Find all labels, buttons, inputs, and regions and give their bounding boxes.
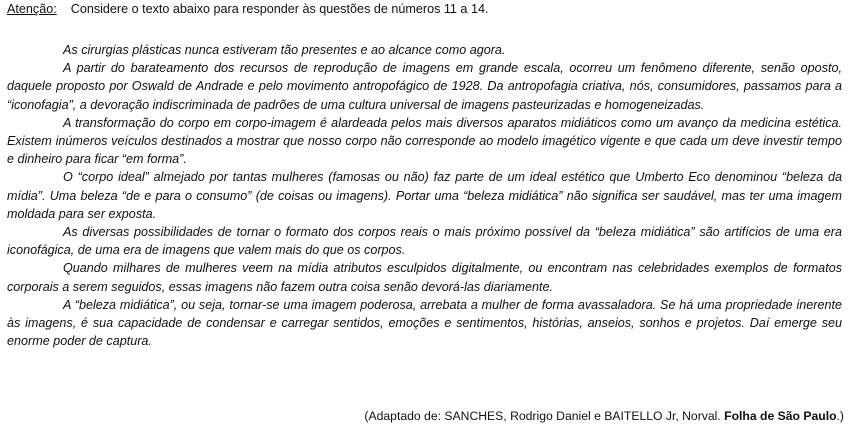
source-publication: Folha de São Paulo: [724, 409, 837, 423]
instruction-text: Considere o texto abaixo para responder às questões de números 11 a 14.: [70, 2, 489, 16]
source-prefix: (Adaptado de: SANCHES, Rodrigo Daniel e BAITELLO Jr, Norval.: [364, 409, 725, 423]
paragraph-2: A partir do barateamento dos recursos de reprodução de imagens em grande escala, ocorreu um fenômeno diferente, senão oposto, daquele proposto por Oswald de Andrade e pelo movimento antropofágico de 1928. Da antropofagia criativa, nós, consumidores, passamos para a “iconofagia”, a devoração indiscriminada de padrões de uma cultura universal de imagens pasteurizadas e homogeneizadas.: [7, 61, 842, 112]
source-suffix: .): [836, 409, 844, 423]
paragraph-7: A “beleza midiática”, ou seja, tornar-se uma imagem poderosa, arrebata a mulher de forma avassaladora. Se há uma propriedade inerente às imagens, é sua capacidade de condensar e carregar sentidos, emoções e sentimentos, histórias, anseios, sonhos e projetos. Daí emerge seu enorme poder de captura.: [7, 297, 842, 349]
paragraph-5: As diversas possibilidades de tornar o formato dos corpos reais o mais próximo possível da “beleza midiática” são artifícios de uma era iconofágica, de uma era de imagens que valem mais do que os corpos.: [7, 225, 842, 258]
paragraph-6: Quando milhares de mulheres veem na mídia atributos esculpidos digitalmente, ou encontram nas celebridades exemplos de formatos corporais a serem seguidos, essas imagens não fazem outra coisa senão devorá-las diariamente.: [7, 261, 842, 294]
reading-passage: [7, 41, 842, 350]
paragraph-3: A transformação do corpo em corpo-imagem é alardeada pelos mais diversos aparatos midiáticos como um avanço da medicina estética. Existem inúmeros veículos destinados a mostrar que nosso corpo não corresponde ao modelo imagético vigente e que cada um deve investir tempo e dinheiro para ficar “em forma”.: [7, 115, 842, 167]
instruction-header: [7, 2, 488, 16]
source-citation: [364, 409, 844, 423]
paragraph-4: O “corpo ideal” almejado por tantas mulheres (famosas ou não) faz parte de um ideal estético que Umberto Eco denominou “beleza da mídia”. Uma beleza “de e para o consumo” (de coisas ou imagens). Portar uma “beleza midiática” não significa ser saudável, mas ter uma imagem moldada para ser exposta.: [7, 170, 842, 221]
attention-label: Atenção:: [7, 2, 57, 16]
paragraph-1: As cirurgias plásticas nunca estiveram tão presentes e ao alcance como agora.: [63, 43, 506, 57]
